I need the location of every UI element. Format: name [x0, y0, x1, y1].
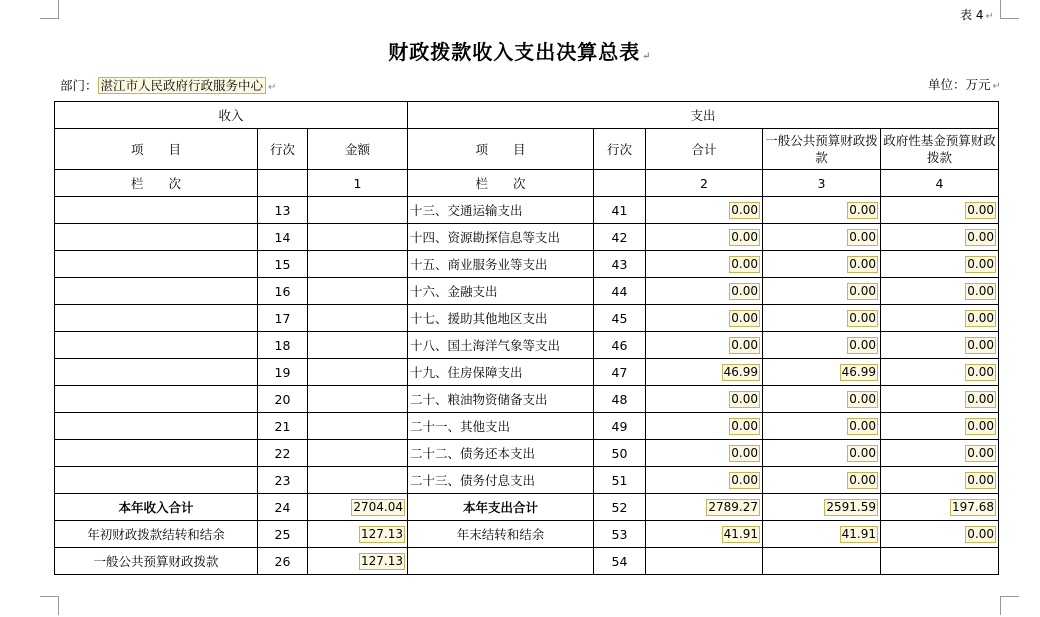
general-budget-cell[interactable]: [763, 305, 881, 332]
expense-line-no-cell[interactable]: [594, 467, 646, 494]
general-budget-cell-value: 0.00: [849, 310, 876, 325]
general-budget-cell-value: 0.00: [849, 337, 876, 352]
expense-line-no-cell[interactable]: [594, 224, 646, 251]
crop-mark-bottom-right: [1000, 596, 1019, 615]
expense-line-no-cell[interactable]: [594, 332, 646, 359]
income-line-no-cell-value: 13: [274, 202, 291, 218]
income-line-no-cell-value: 14: [274, 229, 291, 245]
income-amount-cell[interactable]: [308, 332, 408, 359]
expense-line-no-cell-value: 45: [611, 310, 628, 326]
income-item-cell[interactable]: [55, 494, 258, 521]
income-col-blank: [258, 170, 308, 197]
expense-line-no-cell-value: 47: [611, 364, 628, 380]
total-cell[interactable]: [646, 197, 763, 224]
income-amount-cell[interactable]: [308, 251, 408, 278]
income-line-no-cell[interactable]: [258, 332, 308, 359]
expense-item-cell[interactable]: [408, 548, 594, 575]
income-item-cell[interactable]: [55, 332, 258, 359]
total-cell-value: 0.00: [731, 283, 758, 298]
crop-mark-top-right: [1000, 0, 1019, 19]
gov-fund-cell-value: 0.00: [967, 445, 994, 460]
gov-fund-cell-value: 197.68: [952, 499, 994, 514]
total-cell-value: 0.00: [731, 445, 758, 460]
expense-line-no-cell-value: 49: [611, 418, 628, 434]
gov-fund-cell[interactable]: [881, 440, 999, 467]
income-item-cell[interactable]: [55, 521, 258, 548]
gov-fund-cell[interactable]: [881, 386, 999, 413]
col-2-label: 2: [646, 170, 763, 197]
general-budget-cell[interactable]: [763, 359, 881, 386]
general-budget-cell[interactable]: [763, 440, 881, 467]
table-row: [55, 467, 999, 494]
expense-line-no-cell-value: 41: [611, 202, 628, 218]
gov-fund-cell[interactable]: [881, 305, 999, 332]
gov-fund-cell[interactable]: [881, 467, 999, 494]
gov-fund-cell-value: 0.00: [967, 256, 994, 271]
income-col-label: 栏 次: [55, 170, 258, 197]
expense-item-cell-value: 十九、住房保障支出: [410, 365, 523, 380]
income-amount-cell[interactable]: [308, 467, 408, 494]
income-amount-cell-value: 127.13: [361, 553, 403, 568]
total-header: 合计: [646, 129, 763, 170]
gov-fund-cell-value: 0.00: [967, 337, 994, 352]
table-row: [55, 278, 999, 305]
table-row: [55, 197, 999, 224]
gov-fund-cell-value: 0.00: [967, 526, 994, 541]
table-row: [55, 305, 999, 332]
income-item-cell[interactable]: [55, 224, 258, 251]
total-cell-value: 0.00: [731, 391, 758, 406]
income-line-no-cell[interactable]: [258, 251, 308, 278]
income-line-no-cell[interactable]: [258, 521, 308, 548]
expense-item-cell[interactable]: [408, 521, 594, 548]
gov-fund-cell-value: 0.00: [967, 418, 994, 433]
table-row: [55, 251, 999, 278]
income-line-no-header: 行次: [258, 129, 308, 170]
gov-fund-cell[interactable]: [881, 251, 999, 278]
col-1-label: 1: [308, 170, 408, 197]
income-line-no-cell-value: 21: [274, 418, 291, 434]
general-budget-cell[interactable]: [763, 332, 881, 359]
income-item-cell[interactable]: [55, 386, 258, 413]
income-item-cell[interactable]: [55, 197, 258, 224]
income-item-cell[interactable]: [55, 359, 258, 386]
crop-mark-bottom-left: [40, 596, 59, 615]
expense-line-no-cell-value: 54: [611, 553, 628, 569]
income-item-cell-value: 年初财政拨款结转和结余: [87, 527, 225, 542]
col-3-label: 3: [763, 170, 881, 197]
table-row: [55, 440, 999, 467]
table-row: [55, 224, 999, 251]
gov-fund-cell-value: 0.00: [967, 391, 994, 406]
expense-item-cell[interactable]: [408, 413, 594, 440]
expense-item-header: 项 目: [408, 129, 594, 170]
total-cell-value: 0.00: [731, 418, 758, 433]
total-cell-value: 41.91: [723, 526, 758, 541]
income-line-no-cell[interactable]: [258, 224, 308, 251]
general-budget-cell-value: 2591.59: [826, 499, 876, 514]
gov-fund-cell-value: 0.00: [967, 229, 994, 244]
department-line: 部门： 湛江市人民政府行政服务中心 ↵: [60, 78, 277, 93]
total-cell[interactable]: [646, 413, 763, 440]
income-amount-cell[interactable]: [308, 224, 408, 251]
expense-item-cell[interactable]: [408, 251, 594, 278]
total-cell[interactable]: [646, 359, 763, 386]
income-item-cell[interactable]: [55, 467, 258, 494]
expense-item-cell[interactable]: [408, 197, 594, 224]
expense-line-no-cell[interactable]: [594, 197, 646, 224]
income-line-no-cell-value: 17: [274, 310, 291, 326]
general-budget-cell-value: 0.00: [849, 391, 876, 406]
table-body: [55, 197, 999, 575]
general-budget-cell-value: 0.00: [849, 229, 876, 244]
gov-fund-cell[interactable]: [881, 359, 999, 386]
table-row: [55, 359, 999, 386]
general-budget-cell[interactable]: [763, 413, 881, 440]
general-budget-cell[interactable]: [763, 494, 881, 521]
gov-fund-header: 政府性基金预算财政拨款: [881, 129, 999, 170]
expense-line-no-cell[interactable]: [594, 548, 646, 575]
income-amount-cell[interactable]: [308, 548, 408, 575]
expense-item-cell[interactable]: [408, 386, 594, 413]
total-cell[interactable]: [646, 467, 763, 494]
income-item-cell[interactable]: [55, 251, 258, 278]
table-row: [55, 386, 999, 413]
total-cell-value: 2789.27: [708, 499, 758, 514]
total-cell[interactable]: [646, 521, 763, 548]
income-item-cell-value: 一般公共预算财政拨款: [93, 554, 219, 569]
table-row: [55, 521, 999, 548]
expense-item-cell[interactable]: [408, 359, 594, 386]
income-item-header: 项 目: [55, 129, 258, 170]
general-budget-header: 一般公共预算财政拨款: [763, 129, 881, 170]
income-line-no-cell-value: 16: [274, 283, 291, 299]
crop-mark-top-left: [40, 0, 59, 19]
income-line-no-cell-value: 24: [274, 499, 291, 515]
budget-table: [54, 101, 999, 575]
income-line-no-cell-value: 22: [274, 445, 291, 461]
expense-item-cell-value: 本年支出合计: [462, 500, 538, 515]
total-cell[interactable]: [646, 386, 763, 413]
income-line-no-cell[interactable]: [258, 467, 308, 494]
general-budget-cell-value: 0.00: [849, 472, 876, 487]
total-cell[interactable]: [646, 548, 763, 575]
expense-line-no-cell-value: 53: [611, 526, 628, 542]
expense-line-no-cell[interactable]: [594, 251, 646, 278]
gov-fund-cell-value: 0.00: [967, 364, 994, 379]
income-amount-cell[interactable]: [308, 305, 408, 332]
general-budget-cell-value: 46.99: [841, 364, 876, 379]
expense-item-cell-value: 十七、援助其他地区支出: [410, 311, 548, 326]
page-title: 财政拨款收入支出决算总表 ↵: [388, 40, 652, 64]
general-budget-cell[interactable]: [763, 548, 881, 575]
income-amount-cell[interactable]: [308, 521, 408, 548]
income-line-no-cell[interactable]: [258, 305, 308, 332]
total-cell[interactable]: [646, 251, 763, 278]
expense-item-cell-value: 十四、资源勘探信息等支出: [410, 230, 561, 245]
expense-line-no-cell[interactable]: [594, 278, 646, 305]
expense-item-cell-value: 二十、粮油物资储备支出: [410, 392, 548, 407]
income-amount-cell[interactable]: [308, 440, 408, 467]
expense-item-cell[interactable]: [408, 224, 594, 251]
expense-item-cell-value: 十三、交通运输支出: [410, 203, 523, 218]
expense-item-cell[interactable]: [408, 494, 594, 521]
general-budget-cell-value: 0.00: [849, 445, 876, 460]
income-line-no-cell[interactable]: [258, 494, 308, 521]
expense-header: 支出: [408, 102, 999, 129]
income-amount-cell[interactable]: [308, 494, 408, 521]
income-line-no-cell-value: 15: [274, 256, 291, 272]
general-budget-cell-value: 0.00: [849, 283, 876, 298]
total-cell[interactable]: [646, 224, 763, 251]
expense-item-cell[interactable]: [408, 305, 594, 332]
expense-item-cell-value: 二十二、债务还本支出: [410, 446, 536, 461]
gov-fund-cell[interactable]: [881, 521, 999, 548]
table-row: [55, 413, 999, 440]
expense-col-blank: [594, 170, 646, 197]
income-line-no-cell[interactable]: [258, 413, 308, 440]
income-item-cell[interactable]: [55, 278, 258, 305]
total-cell-value: 46.99: [723, 364, 758, 379]
expense-line-no-header: 行次: [594, 129, 646, 170]
income-amount-cell[interactable]: [308, 359, 408, 386]
gov-fund-cell[interactable]: [881, 197, 999, 224]
income-line-no-cell-value: 18: [274, 337, 291, 353]
gov-fund-cell[interactable]: [881, 548, 999, 575]
income-amount-cell-value: 127.13: [361, 526, 403, 541]
expense-line-no-cell-value: 52: [611, 499, 628, 515]
income-header: 收入: [55, 102, 408, 129]
total-cell[interactable]: [646, 305, 763, 332]
income-amount-cell[interactable]: [308, 386, 408, 413]
gov-fund-cell-value: 0.00: [967, 202, 994, 217]
general-budget-cell[interactable]: [763, 521, 881, 548]
income-line-no-cell[interactable]: [258, 278, 308, 305]
income-amount-header: 金额: [308, 129, 408, 170]
expense-line-no-cell[interactable]: [594, 359, 646, 386]
gov-fund-cell[interactable]: [881, 278, 999, 305]
expense-line-no-cell-value: 43: [611, 256, 628, 272]
expense-item-cell-value: 十八、国土海洋气象等支出: [410, 338, 561, 353]
income-amount-cell[interactable]: [308, 278, 408, 305]
total-cell[interactable]: [646, 494, 763, 521]
total-cell[interactable]: [646, 278, 763, 305]
general-budget-cell[interactable]: [763, 278, 881, 305]
income-item-cell[interactable]: [55, 548, 258, 575]
income-line-no-cell-value: 19: [274, 364, 291, 380]
expense-item-cell[interactable]: [408, 332, 594, 359]
total-cell-value: 0.00: [731, 472, 758, 487]
department-label: 部门：: [60, 78, 98, 93]
table-row: [55, 494, 999, 521]
expense-line-no-cell-value: 50: [611, 445, 628, 461]
department-name[interactable]: 湛江市人民政府行政服务中心: [98, 77, 267, 94]
income-line-no-cell-value: 23: [274, 472, 291, 488]
expense-item-cell-value: 年末结转和结余: [456, 527, 545, 542]
expense-line-no-cell[interactable]: [594, 494, 646, 521]
gov-fund-cell-value: 0.00: [967, 472, 994, 487]
expense-line-no-cell-value: 48: [611, 391, 628, 407]
total-cell-value: 0.00: [731, 310, 758, 325]
expense-line-no-cell-value: 44: [611, 283, 628, 299]
total-cell-value: 0.00: [731, 256, 758, 271]
expense-item-cell-value: 十五、商业服务业等支出: [410, 257, 548, 272]
expense-item-cell-value: 二十一、其他支出: [410, 419, 511, 434]
expense-line-no-cell[interactable]: [594, 413, 646, 440]
general-budget-cell[interactable]: [763, 251, 881, 278]
income-line-no-cell-value: 25: [274, 526, 291, 542]
general-budget-cell-value: 0.00: [849, 256, 876, 271]
general-budget-cell-value: 0.00: [849, 202, 876, 217]
income-line-no-cell[interactable]: [258, 440, 308, 467]
total-cell[interactable]: [646, 440, 763, 467]
expense-item-cell[interactable]: [408, 278, 594, 305]
total-cell-value: 0.00: [731, 337, 758, 352]
income-item-cell[interactable]: [55, 305, 258, 332]
gov-fund-cell[interactable]: [881, 413, 999, 440]
income-line-no-cell[interactable]: [258, 548, 308, 575]
expense-line-no-cell[interactable]: [594, 440, 646, 467]
expense-line-no-cell-value: 42: [611, 229, 628, 245]
total-cell-value: 0.00: [731, 229, 758, 244]
income-amount-cell-value: 2704.04: [353, 499, 403, 514]
gov-fund-cell[interactable]: [881, 332, 999, 359]
total-cell-value: 0.00: [731, 202, 758, 217]
income-line-no-cell[interactable]: [258, 197, 308, 224]
gov-fund-cell[interactable]: [881, 224, 999, 251]
table-row: [55, 332, 999, 359]
general-budget-cell[interactable]: [763, 224, 881, 251]
income-item-cell-value: 本年收入合计: [118, 500, 194, 515]
table-number: 表 4 ↵: [960, 8, 994, 22]
general-budget-cell-value: 41.91: [841, 526, 876, 541]
expense-line-no-cell-value: 51: [611, 472, 628, 488]
total-cell[interactable]: [646, 332, 763, 359]
income-line-no-cell[interactable]: [258, 359, 308, 386]
income-line-no-cell[interactable]: [258, 386, 308, 413]
income-line-no-cell-value: 26: [274, 553, 291, 569]
expense-item-cell-value: 二十三、债务付息支出: [410, 473, 536, 488]
general-budget-cell-value: 0.00: [849, 418, 876, 433]
gov-fund-cell-value: 0.00: [967, 283, 994, 298]
income-item-cell[interactable]: [55, 413, 258, 440]
income-amount-cell[interactable]: [308, 197, 408, 224]
income-line-no-cell-value: 20: [274, 391, 291, 407]
gov-fund-cell[interactable]: [881, 494, 999, 521]
income-item-cell[interactable]: [55, 440, 258, 467]
income-amount-cell[interactable]: [308, 413, 408, 440]
expense-col-label: 栏 次: [408, 170, 594, 197]
expense-item-cell[interactable]: [408, 440, 594, 467]
currency-unit: 单位：万元 ↵: [928, 77, 1001, 92]
expense-item-cell-value: 十六、金融支出: [410, 284, 498, 299]
expense-item-cell[interactable]: [408, 467, 594, 494]
general-budget-cell[interactable]: [763, 467, 881, 494]
expense-line-no-cell[interactable]: [594, 386, 646, 413]
expense-line-no-cell-value: 46: [611, 337, 628, 353]
expense-line-no-cell[interactable]: [594, 305, 646, 332]
table-row: [55, 548, 999, 575]
general-budget-cell[interactable]: [763, 386, 881, 413]
col-4-label: 4: [881, 170, 999, 197]
gov-fund-cell-value: 0.00: [967, 310, 994, 325]
expense-line-no-cell[interactable]: [594, 521, 646, 548]
general-budget-cell[interactable]: [763, 197, 881, 224]
